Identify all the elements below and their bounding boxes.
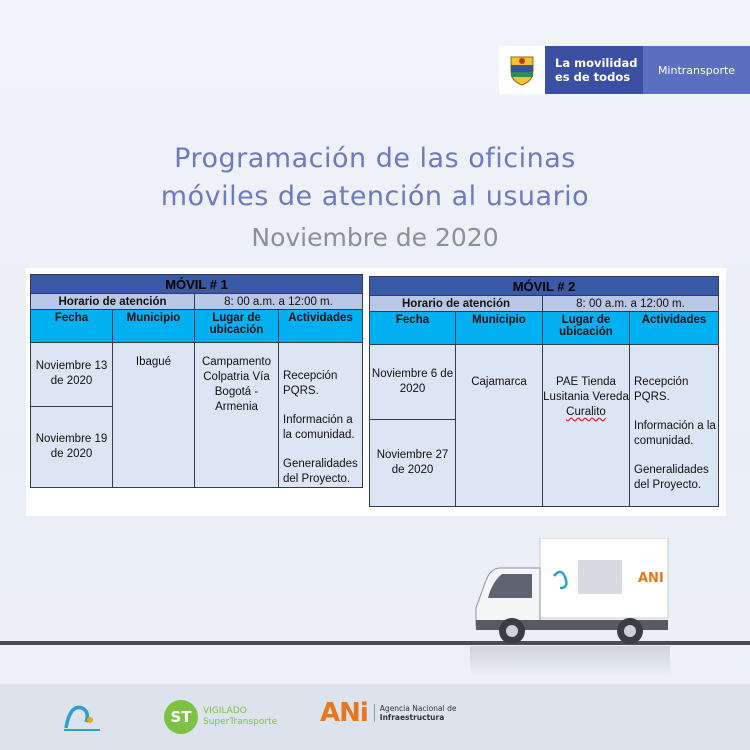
actividad-item: Información a la comunidad. (634, 420, 716, 447)
header-actividades: Actividades (630, 312, 719, 345)
header-fecha: Fecha (31, 310, 113, 343)
truck-reflection (470, 646, 670, 676)
actividades-cell (279, 343, 363, 488)
actividad-item: Información a la comunidad. (283, 414, 355, 441)
aps-logo (60, 698, 104, 736)
municipio-cell: Ibagué (113, 343, 195, 488)
lugar-text: PAE Tienda Lusitania Vereda (543, 376, 629, 403)
actividad-item: Recepción PQRS. (634, 376, 689, 403)
ministry-name: Mintransporte (643, 46, 750, 94)
page-subtitle: Noviembre de 2020 (251, 223, 499, 252)
schedule-table-movil-2 (369, 276, 719, 507)
colombia-shield-icon (499, 46, 545, 94)
header-lugar: Lugar de ubicación (543, 312, 630, 345)
supertransporte-logo (164, 700, 277, 734)
horario-value: 8: 00 a.m. a 12:00 m. (195, 294, 363, 310)
horario-label: Horario de atención (31, 294, 195, 310)
st-mark: ST (164, 700, 198, 734)
aps-logo-icon (60, 698, 104, 736)
truck-illustration (470, 538, 670, 648)
truck-ani-logo: ANI (638, 571, 664, 586)
fecha-cell: Noviembre 13 de 2020 (31, 343, 113, 407)
fecha-cell: Noviembre 6 de 2020 (370, 345, 456, 420)
schedule-table-movil-1 (30, 274, 363, 488)
actividad-item: Generalidades del Proyecto. (634, 464, 709, 491)
header-actividades: Actividades (279, 310, 363, 343)
mintransporte-badge (499, 46, 750, 94)
page-title-line-1: Programación de las oficinas (174, 143, 576, 174)
actividad-item: Generalidades del Proyecto. (283, 458, 358, 485)
lugar-cell: Campamento Colpatria Vía Bogotá - Armenia (195, 343, 279, 488)
ani-mark: ANi (320, 698, 368, 728)
lugar-underlined-text: Curalito (566, 406, 606, 418)
slogan-line-2: es de todos (555, 70, 631, 84)
horario-label: Horario de atención (370, 296, 543, 312)
ani-logo (320, 698, 456, 728)
st-line-1: VIGILADO (203, 706, 247, 716)
movil-title: MÓVIL # 1 (31, 275, 363, 294)
st-line-2: SuperTransporte (203, 717, 278, 727)
header-fecha: Fecha (370, 312, 456, 345)
slogan-line-1: La movilidad (555, 56, 638, 70)
ani-line-2: Infraestructura (379, 713, 445, 722)
header-municipio: Municipio (113, 310, 195, 343)
municipio-cell: Cajamarca (456, 345, 543, 507)
footer (0, 684, 750, 750)
header-municipio: Municipio (456, 312, 543, 345)
horario-value: 8: 00 a.m. a 12:00 m. (543, 296, 719, 312)
actividad-item: Recepción PQRS. (283, 370, 338, 397)
fecha-cell: Noviembre 19 de 2020 (31, 406, 113, 487)
slogan (545, 46, 643, 94)
page-title-line-2: móviles de atención al usuario (160, 181, 590, 212)
header-lugar: Lugar de ubicación (195, 310, 279, 343)
lugar-cell (543, 345, 630, 507)
actividades-cell (630, 345, 719, 507)
ani-line-1: Agencia Nacional de (379, 704, 457, 713)
fecha-cell: Noviembre 27 de 2020 (370, 420, 456, 507)
movil-title: MÓVIL # 2 (370, 277, 719, 296)
